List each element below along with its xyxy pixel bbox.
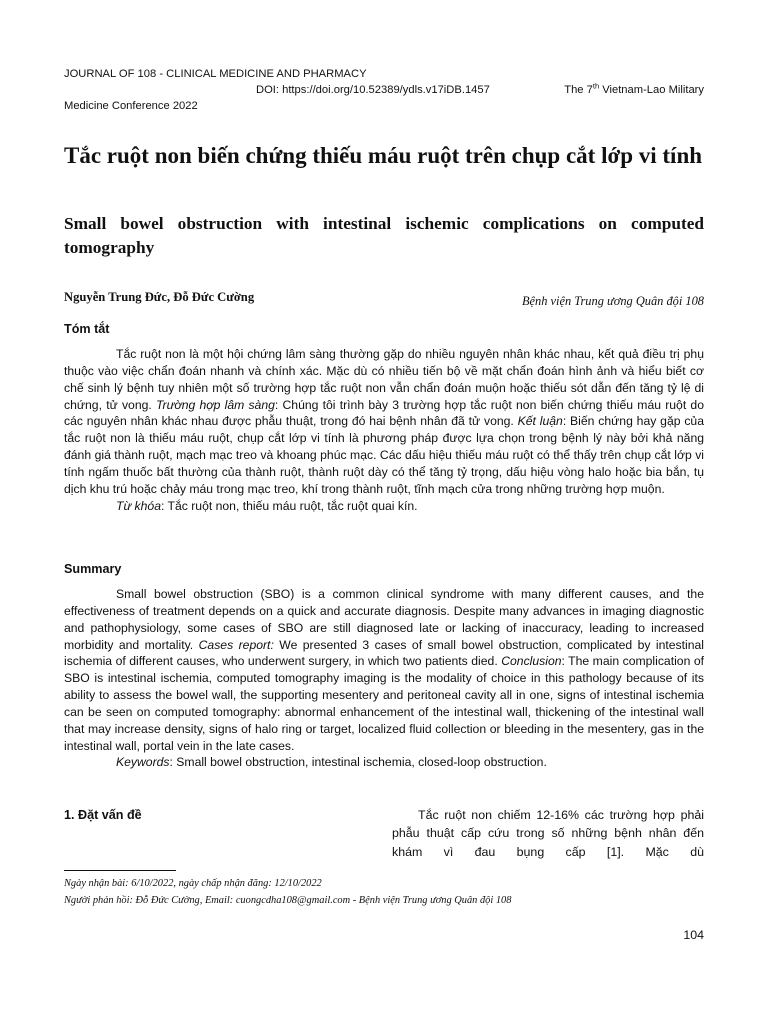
abstract-en-keywords: Keywords: Small bowel obstruction, intestinal ischemia, closed-loop obstruction.: [116, 755, 547, 770]
conference-line-1: The 7th Vietnam-Lao Military: [564, 81, 704, 96]
abstract-vi-body: Tắc ruột non là một hội chứng lâm sàng thường gặp do nhiều nguyên nhân khác nhau, kết quả điều trị phụ thuộc vào việc chẩn đoán nhanh và chính xác. Mặc dù có nhiều tiến bộ về mặt chẩn đoán hình ảnh và hiểu biết cơ chế sinh lý bệnh tuy nhiên một số trường hợp tắc ruột non vẫn chẩn đoán muộn hoặc thiếu sót dẫn đến tăng tỷ lệ di chứng, tử vong. Trường hợp lâm sàng: Chúng tôi trình bày 3 trường hợp tắc ruột non biến chứng thiếu máu ruột do các nguyên nhân khác nhau được phẫu thuật, trong đó hai bệnh nhân đã tử vong. Kết luận: Biến chứng hay gặp của tắc ruột non là thiếu máu ruột, chụp cắt lớp vi tính là phương pháp được lựa chọn trong bệnh lý này bởi khả năng đánh giá thành ruột, mạch mạc treo và khoang phúc mạc. Các dấu hiệu thiếu máu ruột có thể thấy trên chụp cắt lớp vi tính ngấm thuốc bất thường của thành ruột, thành ruột dày có thể tăng tỷ trọng, dấu hiệu vòng halo hoặc bia bắn, tụ dịch khu trú hoặc chảy máu trong mạc treo, khí trong thành ruột, tĩnh mạch cửa trong những trường hợp muộn.: [64, 347, 704, 496]
abstract-vi: [64, 346, 704, 514]
footnote-received: Ngày nhận bài: 6/10/2022, ngày chấp nhận đăng: 12/10/2022: [64, 878, 322, 889]
abstract-en-heading: Summary: [64, 562, 122, 576]
section-1-text: Tắc ruột non chiếm 12-16% các trường hợp phải phẫu thuật cấp cứu trong số những bệnh nhân đến khám vì đau bụng cấp [1]. Mặc dù: [392, 808, 704, 859]
affiliation: Bệnh viện Trung ương Quân đội 108: [521, 294, 704, 308]
author-list: Nguyễn Trung Đức, Đỗ Đức Cường: [64, 290, 255, 304]
journal-name: JOURNAL OF 108 - CLINICAL MEDICINE AND PHARMACY: [64, 68, 367, 80]
abstract-en-body: Small bowel obstruction (SBO) is a common clinical syndrome with many different causes, and the effectiveness of treatment depends on a quick and accurate diagnosis. Despite many advances in imaging diagnostic and pathophysiology, some cases of SBO are still diagnosed late or lacking of inaccuracy, leading to increased morbidity and mortality. Cases report: We presented 3 cases of small bowel obstruction, complicated by intestinal ischemia of different causes, who underwent surgery, in which two patients died. Conclusion: The main complication of SBO is intestinal ischemia, computed tomography imaging is the modality of choice in this pathology because of its ability to assess the bowel wall, the supporting mesentery and peritoneal cavity all in one, signs of intestinal ischemia can be seen on computed tomography: abnormal enhancement of the intestinal wall, thickening of the intestinal wall that may increase density, signs of halo ring or target, localized fluid collection or bleeding in the mesentery, gas in the intestinal wall, portal vein in the late cases.: [64, 587, 705, 753]
footnote-correspondence: Người phản hồi: Đỗ Đức Cường, Email: cuongcdha108@gmail.com - Bệnh viện Trung ương Quân đội 108: [64, 895, 512, 906]
title-vietnamese: Tắc ruột non biến chứng thiếu máu ruột trên chụp cắt lớp vi tính: [64, 143, 703, 168]
abstract-vi-heading: Tóm tắt: [64, 322, 110, 336]
page-number: 104: [683, 928, 704, 942]
section-1-heading: 1. Đặt vấn đề: [64, 808, 142, 822]
abstract-en: [64, 586, 704, 771]
footnote-divider: [64, 870, 176, 871]
title-english: Small bowel obstruction with intestinal ischemic complications on computed tomography: [64, 214, 704, 257]
abstract-vi-keywords: Từ khóa: Tắc ruột non, thiếu máu ruột, tắc ruột quai kín.: [116, 498, 418, 513]
doi-link[interactable]: DOI: https://doi.org/10.52389/ydls.v17iDB.1457: [256, 84, 490, 96]
conference-line-2: Medicine Conference 2022: [64, 100, 198, 112]
